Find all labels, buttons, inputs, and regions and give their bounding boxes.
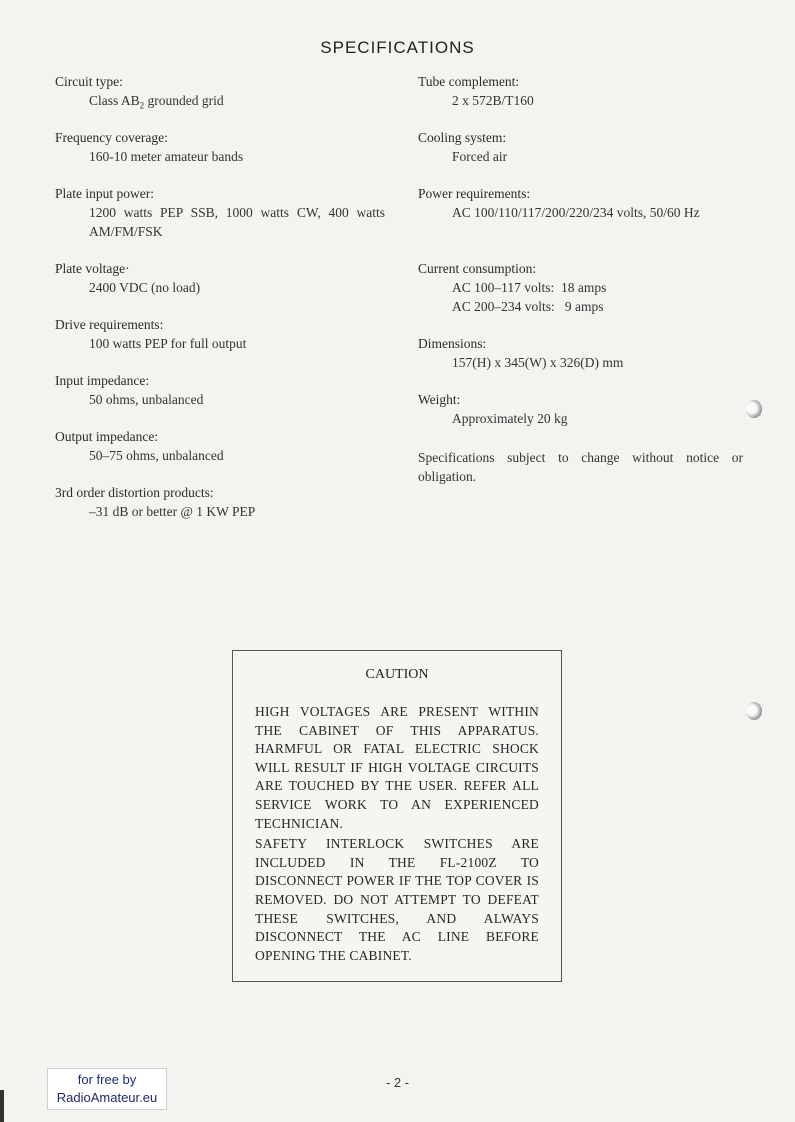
spec-value: 160-10 meter amateur bands <box>89 149 244 164</box>
spec-plate-input-power <box>55 184 385 259</box>
spec-label: Tube complement: <box>418 74 520 89</box>
page-edge-shadow <box>0 1090 4 1122</box>
spec-value: 2400 VDC (no load) <box>89 280 201 295</box>
watermark-link[interactable]: RadioAmateur.eu <box>56 1090 158 1105</box>
spec-label: Plate voltage· <box>55 261 130 276</box>
spec-label: Drive requirements: <box>55 317 164 332</box>
spec-value: AC 100–117 volts: 18 amps <box>452 280 607 295</box>
spec-label: Frequency coverage: <box>55 130 168 145</box>
spec-label: Plate input power: <box>55 186 154 201</box>
spec-tube-complement <box>418 72 743 128</box>
spec-value: 100 watts PEP for full output <box>89 336 247 351</box>
spec-value: 2 x 572B/T160 <box>452 93 534 108</box>
spec-value: –31 dB or better @ 1 KW PEP <box>89 504 256 519</box>
spec-frequency-coverage <box>55 128 385 184</box>
spec-label: Output impedance: <box>55 429 159 444</box>
spec-value: AC 100/110/117/200/220/234 volts, 50/60 Hz <box>452 205 700 220</box>
page-title: SPECIFICATIONS <box>320 38 475 57</box>
spec-value: Forced air <box>452 149 508 164</box>
spec-label: Cooling system: <box>418 130 507 145</box>
caution-title: CAUTION <box>365 667 429 682</box>
right-spec-column <box>418 72 743 486</box>
spec-label: Current consumption: <box>418 261 537 276</box>
punch-hole-icon <box>746 400 762 418</box>
specifications-note: Specifications subject to change without notice or obligation. <box>418 450 743 484</box>
spec-dimensions <box>418 334 743 390</box>
spec-plate-voltage <box>55 259 385 315</box>
spec-cooling-system <box>418 128 743 184</box>
spec-value: AC 200–234 volts: 9 amps <box>452 299 604 314</box>
caution-paragraph: HIGH VOLTAGES ARE PRESENT WITHIN THE CABINET OF THIS APPARATUS. HARMFUL OR FATAL ELECTRIC SHOCK WILL RESULT IF HIGH VOLTAGE CIRCUITS ARE TOUCHED BY THE USER. REFER ALL SERVICE WORK TO AN EXPERIENCED TECHNICIAN. <box>255 704 539 831</box>
spec-drive-requirements <box>55 315 385 371</box>
spec-value: Approximately 20 kg <box>452 411 568 426</box>
spec-value: Class $AB_2$ grounded grid <box>89 93 224 111</box>
watermark-badge[interactable] <box>47 1068 167 1110</box>
spec-distortion <box>55 483 385 539</box>
spec-current-consumption <box>418 259 743 334</box>
spec-label: Power requirements: <box>418 186 531 201</box>
spec-label: Circuit type: <box>55 74 123 89</box>
spec-label: 3rd order distortion products: <box>55 485 214 500</box>
spec-output-impedance <box>55 427 385 483</box>
spec-power-requirements <box>418 184 743 259</box>
spec-value: 50 ohms, unbalanced <box>89 392 204 407</box>
spec-input-impedance <box>55 371 385 427</box>
spec-label: Weight: <box>418 392 461 407</box>
caution-paragraph: SAFETY INTERLOCK SWITCHES ARE INCLUDED IN THE FL-2100Z TO DISCONNECT POWER IF THE TOP COVER IS REMOVED. DO NOT ATTEMPT TO DEFEAT THESE SWITCHES, AND ALWAYS DISCONNECT THE AC LINE BEFORE OPENING THE CABINET. <box>255 836 539 963</box>
page-number: - 2 - <box>385 1075 410 1090</box>
punch-hole-icon <box>746 702 762 720</box>
left-spec-column <box>55 72 385 539</box>
spec-circuit-type <box>55 72 385 128</box>
caution-box <box>232 650 562 982</box>
watermark-line: for free by <box>77 1072 137 1087</box>
spec-value: 157(H) x 345(W) x 326(D) mm <box>452 355 624 370</box>
spec-weight <box>418 390 743 446</box>
spec-label: Input impedance: <box>55 373 150 388</box>
spec-value: 50–75 ohms, unbalanced <box>89 448 224 463</box>
spec-label: Dimensions: <box>418 336 487 351</box>
spec-value: 1200 watts PEP SSB, 1000 watts CW, 400 watts AM/FM/FSK <box>89 205 385 239</box>
